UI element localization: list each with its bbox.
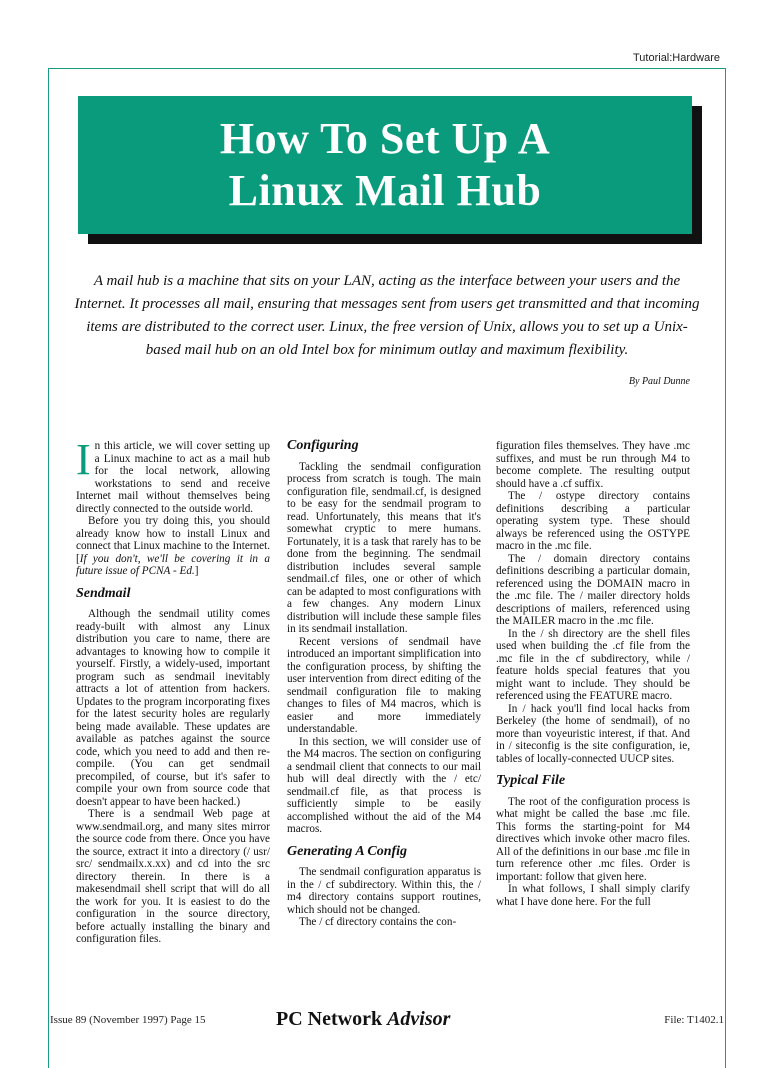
footer-magazine [276, 1008, 450, 1031]
editor-note: If you don't, we'll be covering it in a future issue of PCNA - Ed. [76, 552, 270, 577]
paragraph: figuration files themselves. They have .mc suffixes, and must be run through M4 to become complete. The resulting output should have a .cf suffix. [496, 440, 690, 490]
opening-text: n this article, we will cover setting up a Linux machine to act as a mail hub for the local network, allowing workstations to send and receive Internet mail without themselves being directly connected to the outside world. [76, 440, 270, 515]
paragraph: Although the sendmail utility comes ready-built with almost any Linux distribution you care to name, there are advantages to knowing how to compile it yourself. Firstly, a widely-used, important program such as sendmail inevitably attracts a lot of attention from hackers. Updates to the program incorporating fixes for the latest security holes are regularly being made available. These updates are available as patches against the source code, which you need to add and then re-compile. (You can get sendmail precompiled, of course, but it's safer to compile your own from source code that doesn't appear to have been hacked.) [76, 608, 270, 808]
magazine-name: PC Network [276, 1008, 383, 1030]
heading-typical-file: Typical File [496, 773, 566, 788]
byline: By Paul Dunne [628, 376, 690, 387]
paragraph: The / domain directory contains definitions describing a particular domain, referenced using the DOMAIN macro in the .mc file. The / mailer directory holds descriptions of mailers, referenced using the MAILER macro in the .mc file. [496, 552, 690, 627]
bracket-close: ] [194, 565, 199, 577]
opening-paragraph [76, 435, 270, 515]
magazine-name-italic: Advisor [387, 1008, 451, 1030]
footer-file: File: T1402.1 [664, 1014, 724, 1026]
paragraph: In the / sh directory are the shell files used when building the .cf file from the .mc file in the cf subdirectory, while / feature holds special features that you might want to include. They should be referenced using the FEATURE macro. [496, 627, 690, 702]
paragraph: Tackling the sendmail configuration process from scratch is tough. The main configuration file, sendmail.cf, is designed to be easy for the sendmail program to read. Unfortunately, this means that it's somewhat cryptic to mere humans. Fortunately, it is a task that rarely has to be done from the beginning. The sendmail distribution includes several sample sendmail.cf files, one or other of which can be adapted to most configurations with a few changes. Any modern Linux distribution will include these sample files in its sendmail installation. [287, 460, 481, 635]
column-3 [496, 440, 690, 908]
title-line-2: Linux Mail Hub [228, 166, 542, 215]
paragraph: In / hack you'll find local hacks from Berkeley (the home of sendmail), of no more than voyeuristic interest, if that. And in / siteconfig is the site configuration, ie, tables of locally-connected UUCP sites. [496, 702, 690, 765]
paragraph: In what follows, I shall simply clarify what I have done here. For the full [496, 883, 690, 908]
paragraph [76, 515, 270, 578]
title-box [78, 96, 692, 234]
drop-cap: I [76, 435, 91, 484]
title-line-1: How To Set Up A [219, 114, 551, 163]
paragraph-text: Before you try doing this, you should already know how to install Linux and connect that Linux machine to the Internet. [ [76, 515, 270, 565]
intro-paragraph: A mail hub is a machine that sits on your LAN, acting as the interface between your users and the Internet. It processes all mail, ensuring that messages sent from users get transmitted and that incoming items are distributed to the correct user. Linux, the free version of Unix, allows you to set up a Unix-based mail hub on an old Intel box for minimum outlay and maximum flexibility. [74, 273, 700, 358]
paragraph: The / cf directory contains the con- [299, 916, 457, 928]
section-label: Tutorial:Hardware [632, 52, 720, 64]
heading-generating-config: Generating A Config [287, 843, 408, 859]
column-2 [287, 440, 481, 929]
heading-sendmail: Sendmail [76, 585, 131, 601]
paragraph: The / ostype directory contains definitions describing a particular operating system type. These should always be referenced using the OSTYPE macro in the .mc file. [496, 490, 690, 552]
paragraph: The sendmail configuration apparatus is in the / cf subdirectory. Within this, the / m4 directory contains support routines, which should not be changed. [287, 866, 481, 916]
paragraph: There is a sendmail Web page at www.sendmail.org, and many sites mirror the source code from there. Once you have the source, extract it into a directory (/ usr/ src/ sendmailx.x.xx) and cd into the src directory therein. In there is a makesendmail shell script that will do all the work for you. It is easiest to do the configuration in the source directory, before actually installing the binary and configuration files. [76, 808, 270, 945]
column-1 [76, 435, 270, 946]
paragraph: The root of the configuration process is what might be called the base .mc file. This forms the starting-point for M4 directives which invoke other macro files. All of the definitions in our base .mc file in turn reference other .mc files. Order is important: follow that given here. [496, 795, 690, 883]
footer-issue: Issue 89 (November 1997) Page 15 [50, 1014, 206, 1026]
heading-configuring: Configuring [287, 438, 359, 453]
paragraph: In this section, we will consider use of the M4 macros. The section on configuring a sendmail client that connects to our mail hub will deal directly with the / etc/ sendmail.cf file, as that process is sufficiently simple to be easily accomplished without the aid of the M4 macros. [287, 735, 481, 835]
paragraph: Recent versions of sendmail have introduced an important simplification into the configuration process, by shifting the user intervention from direct editing of the sendmail configuration file to making changes to files of M4 macros, which is easier and more immediately understandable. [287, 635, 481, 735]
